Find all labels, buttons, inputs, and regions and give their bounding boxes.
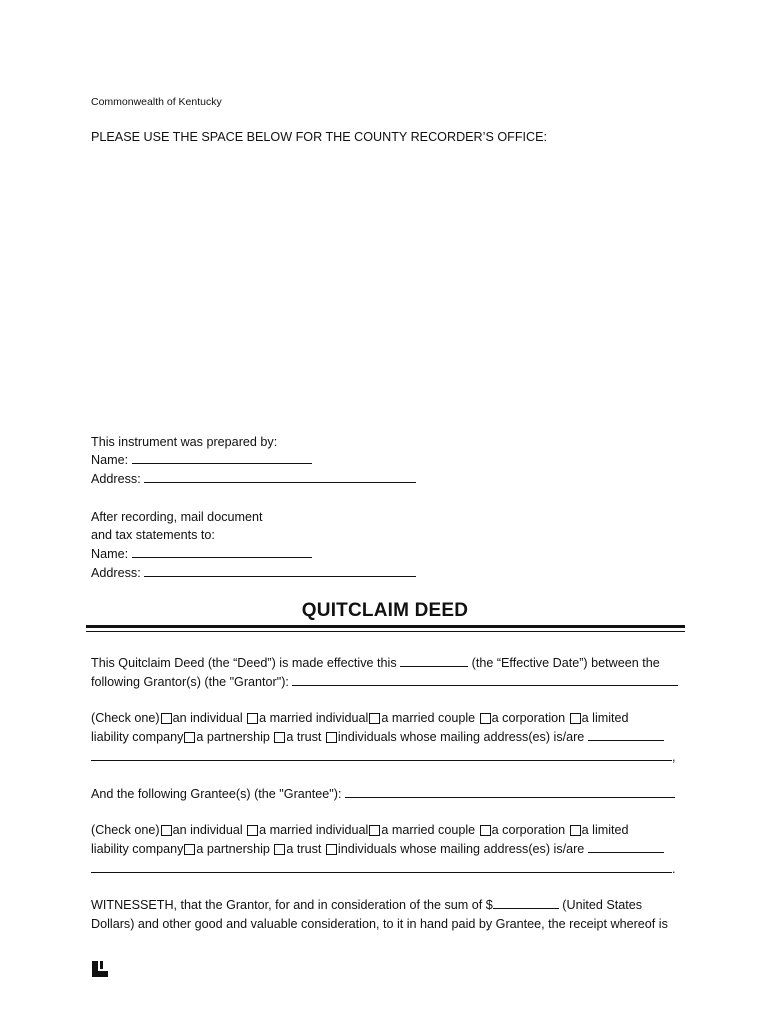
- address-period: .: [672, 862, 676, 876]
- grantor-partnership-checkbox[interactable]: [184, 732, 195, 743]
- mail-to-name-label: Name:: [91, 547, 129, 561]
- grantee-married-couple-checkbox[interactable]: [369, 825, 380, 836]
- grantee-label: And the following Grantee(s) (the "Grantee"):: [91, 787, 342, 801]
- grantee-corporation-checkbox[interactable]: [480, 825, 491, 836]
- intro-line1: [91, 654, 660, 672]
- grantor-married-individual-checkbox[interactable]: [247, 713, 258, 724]
- grantee-llc-checkbox[interactable]: [570, 825, 581, 836]
- check-one-label: (Check one): [91, 711, 160, 725]
- intro-text-2: (the “Effective Date”) between the: [471, 656, 660, 670]
- document-title: QUITCLAIM DEED: [301, 600, 469, 621]
- consideration-amount-field[interactable]: [493, 896, 559, 909]
- option-label: an individual: [172, 711, 243, 725]
- grantee-address-row: [91, 860, 676, 878]
- effective-date-field[interactable]: [400, 654, 468, 667]
- option-label: a partnership: [196, 842, 270, 856]
- option-label: a married couple: [381, 711, 476, 725]
- prepared-by-address-label: Address:: [91, 472, 141, 486]
- recorder-note: PLEASE USE THE SPACE BELOW FOR THE COUNTY RECORDER’S OFFICE:: [91, 130, 548, 144]
- grantor-address-field-1[interactable]: [588, 728, 664, 741]
- option-label: a trust: [286, 842, 322, 856]
- option-label: a limited: [581, 711, 629, 725]
- prepared-by-name-row: [91, 451, 312, 469]
- witness-text-1: WITNESSETH, that the Grantor, for and in consideration of the sum of $: [91, 898, 493, 912]
- intro-line2: [91, 673, 678, 691]
- mail-to-address-label: Address:: [91, 566, 141, 580]
- witness-line2: Dollars) and other good and valuable consideration, to it in hand paid by Grantee, the receipt whereof is: [91, 917, 668, 931]
- grantee-address-field-2[interactable]: [91, 860, 672, 873]
- grantor-corporation-checkbox[interactable]: [480, 713, 491, 724]
- grantor-entity-row1: [91, 709, 629, 727]
- prepared-by-address-field[interactable]: [144, 470, 416, 483]
- mail-to-name-field[interactable]: [132, 545, 312, 558]
- option-label: liability company: [91, 842, 184, 856]
- check-one-label: (Check one): [91, 823, 160, 837]
- grantor-label: following Grantor(s) (the "Grantor"):: [91, 675, 289, 689]
- state-heading: Commonwealth of Kentucky: [91, 96, 222, 108]
- option-label: a limited: [581, 823, 629, 837]
- prepared-by-address-row: [91, 470, 416, 488]
- prepared-by-name-field[interactable]: [132, 451, 312, 464]
- grantee-individual-checkbox[interactable]: [161, 825, 172, 836]
- mail-to-address-row: [91, 564, 416, 582]
- grantor-trust-checkbox[interactable]: [274, 732, 285, 743]
- option-label: an individual: [172, 823, 243, 837]
- option-label: a married individual: [259, 711, 369, 725]
- mail-to-name-row: [91, 545, 312, 563]
- grantor-married-couple-checkbox[interactable]: [369, 713, 380, 724]
- mail-to-line1: After recording, mail document: [91, 510, 263, 524]
- grantee-married-individual-checkbox[interactable]: [247, 825, 258, 836]
- mail-to-line2: and tax statements to:: [91, 528, 215, 542]
- grantee-trust-checkbox[interactable]: [274, 844, 285, 855]
- grantee-name-field[interactable]: [345, 785, 675, 798]
- witness-line1: [91, 896, 642, 914]
- grantee-partnership-checkbox[interactable]: [184, 844, 195, 855]
- title-rule-thick: [86, 625, 685, 628]
- grantee-entity-row1: [91, 821, 629, 839]
- option-label: individuals whose mailing address(es) is/are: [337, 842, 585, 856]
- title-rule-thin: [86, 631, 685, 632]
- option-label: a partnership: [196, 730, 270, 744]
- grantor-entity-row2: [91, 728, 664, 746]
- grantor-individuals-checkbox[interactable]: [326, 732, 337, 743]
- grantee-address-field-1[interactable]: [588, 840, 664, 853]
- option-label: a married couple: [381, 823, 476, 837]
- mail-to-address-field[interactable]: [144, 564, 416, 577]
- grantor-address-field-2[interactable]: [91, 748, 672, 761]
- option-label: a married individual: [259, 823, 369, 837]
- option-label: individuals whose mailing address(es) is/are: [337, 730, 585, 744]
- grantee-row: [91, 785, 675, 803]
- grantor-address-row: [91, 748, 676, 766]
- legal-templates-logo-icon: [92, 961, 108, 977]
- witness-text-2: (United States: [562, 898, 643, 912]
- option-label: liability company: [91, 730, 184, 744]
- grantor-llc-checkbox[interactable]: [570, 713, 581, 724]
- grantee-entity-row2: [91, 840, 664, 858]
- prepared-by-intro: This instrument was prepared by:: [91, 435, 278, 449]
- grantee-individuals-checkbox[interactable]: [326, 844, 337, 855]
- option-label: a corporation: [491, 823, 566, 837]
- grantor-individual-checkbox[interactable]: [161, 713, 172, 724]
- intro-text-1: This Quitclaim Deed (the “Deed”) is made effective this: [91, 656, 397, 670]
- address-comma: ,: [672, 750, 676, 764]
- option-label: a trust: [286, 730, 322, 744]
- grantor-name-field[interactable]: [292, 673, 678, 686]
- prepared-by-name-label: Name:: [91, 453, 129, 467]
- option-label: a corporation: [491, 711, 566, 725]
